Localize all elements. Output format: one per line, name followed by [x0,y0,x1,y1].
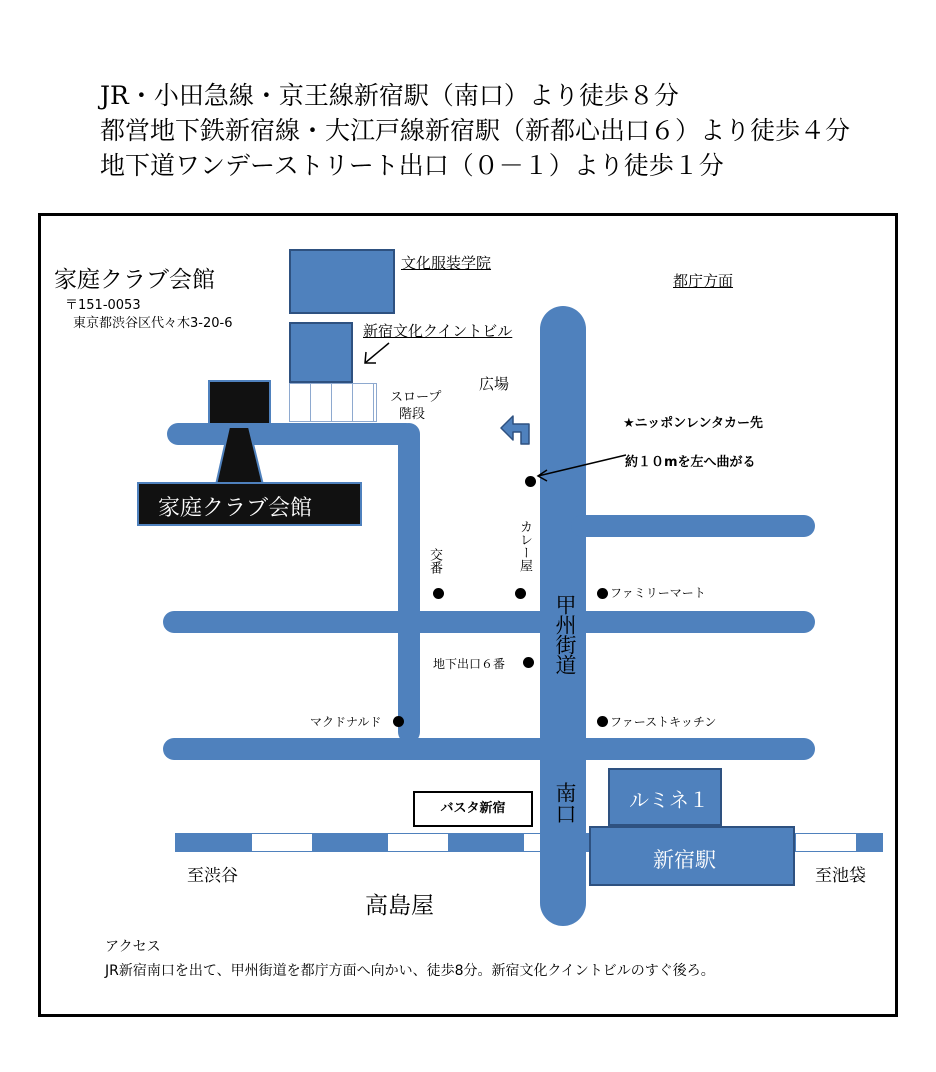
direction-toei: 都営地下鉄新宿線・大江戸線新宿駅（新都心出口６）より徒歩４分 [100,116,851,145]
road-middle [163,611,815,633]
label-shinjuku-station: 新宿駅 [653,848,716,872]
turn-left-icon [499,410,539,446]
label-quint-building: 新宿文化クイントビル [363,322,513,340]
access-map [38,213,898,1017]
arrow-icon-quint [359,339,393,369]
label-basta: バスタ新宿 [413,791,533,827]
label-to-shibuya: 至渋谷 [187,866,238,886]
callout-box [137,482,362,526]
first-kitchen-marker [597,716,608,727]
label-chika-deguchi: 地下出口６番 [433,657,506,671]
mcdonalds-marker [393,716,404,727]
directions [100,78,850,183]
curry-marker [515,588,526,599]
venue-title: 家庭クラブ会館 [54,267,215,293]
label-hiroba: 広場 [479,375,510,393]
address: 東京都渋谷区代々木3-20-6 [73,316,233,331]
label-tocho-direction: 都庁方面 [673,272,734,290]
label-mcdonalds: マクドナルド [310,715,382,729]
label-familymart: ファミリーマート [610,586,706,600]
label-slope: スロープ [390,390,442,405]
callout-label: 家庭クラブ会館 [158,496,313,521]
familymart-marker [597,588,608,599]
access-text: JR新宿南口を出て、甲州街道を都庁方面へ向かい、徒歩8分。新宿文化クイントビルのすぐ後ろ。 [105,963,715,979]
label-nippon-rent: ★ニッポンレンタカー先 [623,416,763,431]
label-takashimaya: 高島屋 [365,893,434,919]
rental-point-marker [525,476,536,487]
koban-marker [433,588,444,599]
label-koban: 交番 [427,548,442,574]
arrow-icon-rental [533,452,629,482]
label-lumine: ルミネ１ [629,788,709,812]
road-lower [163,738,815,760]
label-minamiguchi: 南口 [553,782,577,824]
label-stairs: 階段 [399,407,426,422]
direction-underground: 地下道ワンデーストリート出口（０－１）より徒歩１分 [100,151,724,180]
direction-jr: JR・小田急線・京王線新宿駅（南口）より徒歩８分 [100,81,679,110]
label-koshu-kaido: 甲州街道 [553,594,577,674]
label-curry: カレー屋 [517,520,532,572]
label-turn-left: 約１０mを左へ曲がる [625,455,756,470]
label-first-kitchen: ファーストキッチン [610,715,717,729]
chika-deguchi-marker [523,657,534,668]
postal-code: 〒151-0053 [65,298,141,313]
access-title: アクセス [105,939,161,955]
label-bunka-fukuso: 文化服装学院 [401,254,492,272]
label-to-ikebukuro: 至池袋 [815,866,866,886]
